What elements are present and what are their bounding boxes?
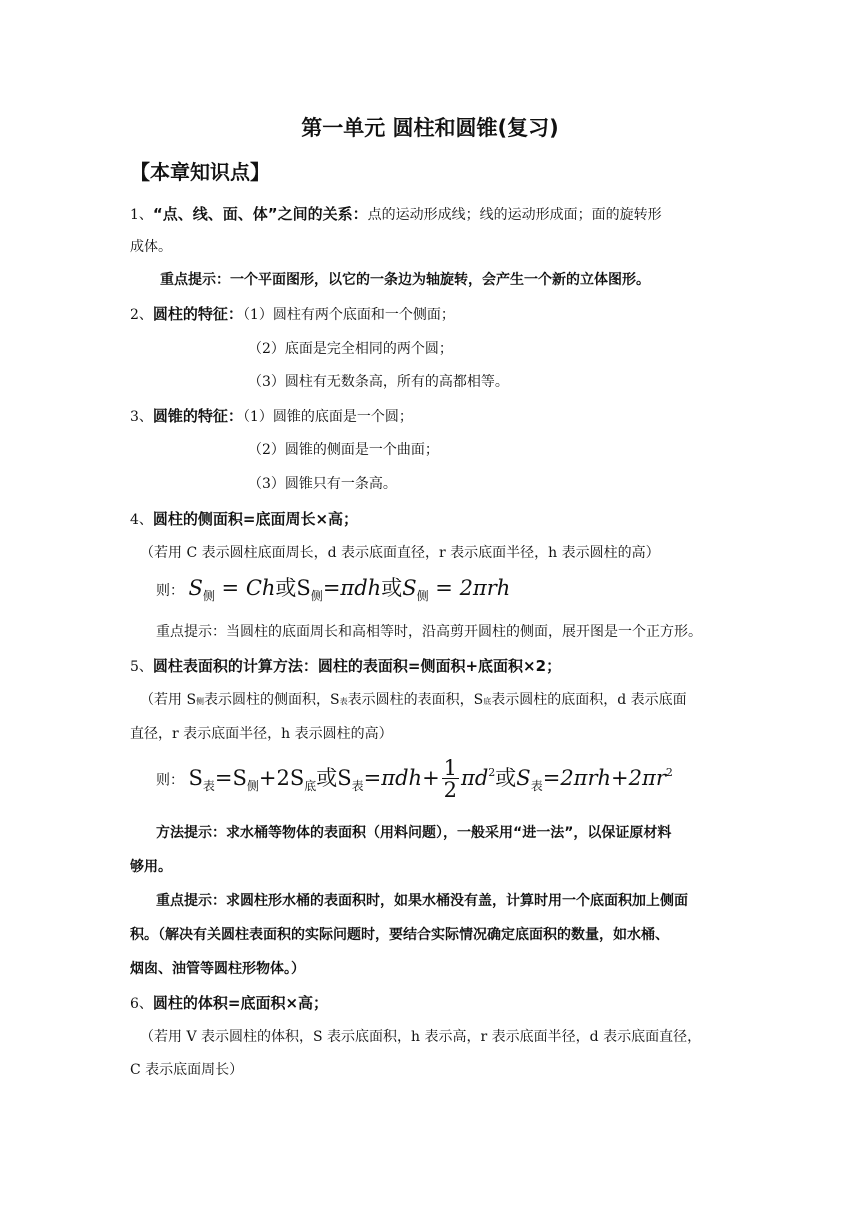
item-3-feature-2: （2）圆锥的侧面是一个曲面； [248, 442, 439, 458]
item-5-formula [156, 758, 673, 801]
page-title: 第一单元 圆柱和圆锥(复习) [301, 116, 559, 140]
item-5-tip-a: 重点提示：求圆柱形水桶的表面积时，如果水桶没有盖，计算时用一个底面积加上侧面 [156, 893, 688, 909]
item-3-feature-1: （1）圆锥的底面是一个圆； [242, 409, 413, 425]
item-4-heading: 圆柱的侧面积=底面周长×高； [152, 510, 359, 528]
formula-label: 则： [156, 772, 184, 789]
item-6-note-a: （若用 V 表示圆柱的体积，S 表示底面积，h 表示高，r 表示底面半径，d 表示底面直径， [140, 1029, 702, 1045]
item-5-heading: 圆柱表面积的计算方法：圆柱的表面积=侧面积+底面积×2； [152, 657, 562, 675]
item-5-tip-c: 烟囱、油管等圆柱形物体。） [130, 961, 305, 977]
item-5-note-a: （若用 S侧表示圆柱的侧面积，S表表示圆柱的表面积，S底表示圆柱的底面积，d 表示底面 [140, 692, 687, 708]
item-5-line [130, 655, 561, 676]
item-4-note: （若用 C 表示圆柱底面周长，d 表示底面直径，r 表示底面半径，h 表示圆柱的高） [140, 545, 660, 561]
item-1-line-a [130, 203, 662, 224]
item-1-line-b: 成体。 [130, 239, 172, 255]
item-5-tip-b: 积。（解决有关圆柱表面积的实际问题时，要结合实际情况确定底面积的数量，如水桶、 [130, 927, 669, 943]
item-3-heading: 圆锥的特征： [152, 407, 243, 425]
surface-area-formula: $S_表=S_侧+2S_底$或$S_表=\pi dh+$ $\frac{1}{2}$ $\pi d^2$或$S_表=2\pi rh+2\pi r^2$ [188, 756, 673, 802]
method-tip-a: 方法提示：求水桶等物体的表面积（用料问题），一般采用“进一法”，以保证原材料 [156, 825, 672, 841]
item-1-body: 点的运动形成线；线的运动形成面；面的旋转形 [367, 207, 662, 223]
item-6-number: 6、 [130, 996, 153, 1012]
item-2-feature-2: （2）底面是完全相同的两个圆； [248, 341, 453, 357]
item-6-line [130, 992, 328, 1013]
item-5-number: 5、 [130, 659, 153, 675]
method-tip-b: 够用。 [130, 859, 172, 875]
item-2-feature-3: （3）圆柱有无数条高，所有的高都相等。 [248, 374, 509, 390]
item-4-number: 4、 [130, 512, 153, 528]
item-2-line [130, 303, 455, 324]
item-3-line [130, 405, 413, 426]
item-4-line [130, 508, 358, 529]
item-1-heading: “点、线、面、体”之间的关系： [152, 205, 368, 223]
item-4-formula [156, 572, 510, 604]
one-half-fraction: $\frac{1}{2}$ [443, 756, 458, 802]
item-6-note-b: C 表示底面周长） [130, 1062, 244, 1078]
item-3-feature-3: （3）圆锥只有一条高。 [248, 476, 397, 492]
item-2-number: 2、 [130, 307, 153, 323]
item-2-feature-1: （1）圆柱有两个底面和一个侧面； [242, 307, 455, 323]
item-4-tip: 重点提示：当圆柱的底面周长和高相等时，沿高剪开圆柱的侧面，展开图是一个正方形。 [156, 624, 702, 640]
item-6-heading: 圆柱的体积=底面积×高； [152, 994, 329, 1012]
item-5-note-b: 直径，r 表示底面半径，h 表示圆柱的高） [130, 726, 393, 742]
lateral-area-formula: $S_侧 = Ch$或$S_侧=\pi dh$或$S_侧 = 2\pi rh$ [188, 576, 511, 603]
formula-label: 则： [156, 583, 184, 599]
item-2-heading: 圆柱的特征： [152, 305, 243, 323]
item-1-number: 1、 [130, 207, 153, 223]
section-heading: 【本章知识点】 [130, 160, 270, 184]
item-3-number: 3、 [130, 409, 153, 425]
tip-1: 重点提示：一个平面图形，以它的一条边为轴旋转，会产生一个新的立体图形。 [160, 272, 650, 288]
